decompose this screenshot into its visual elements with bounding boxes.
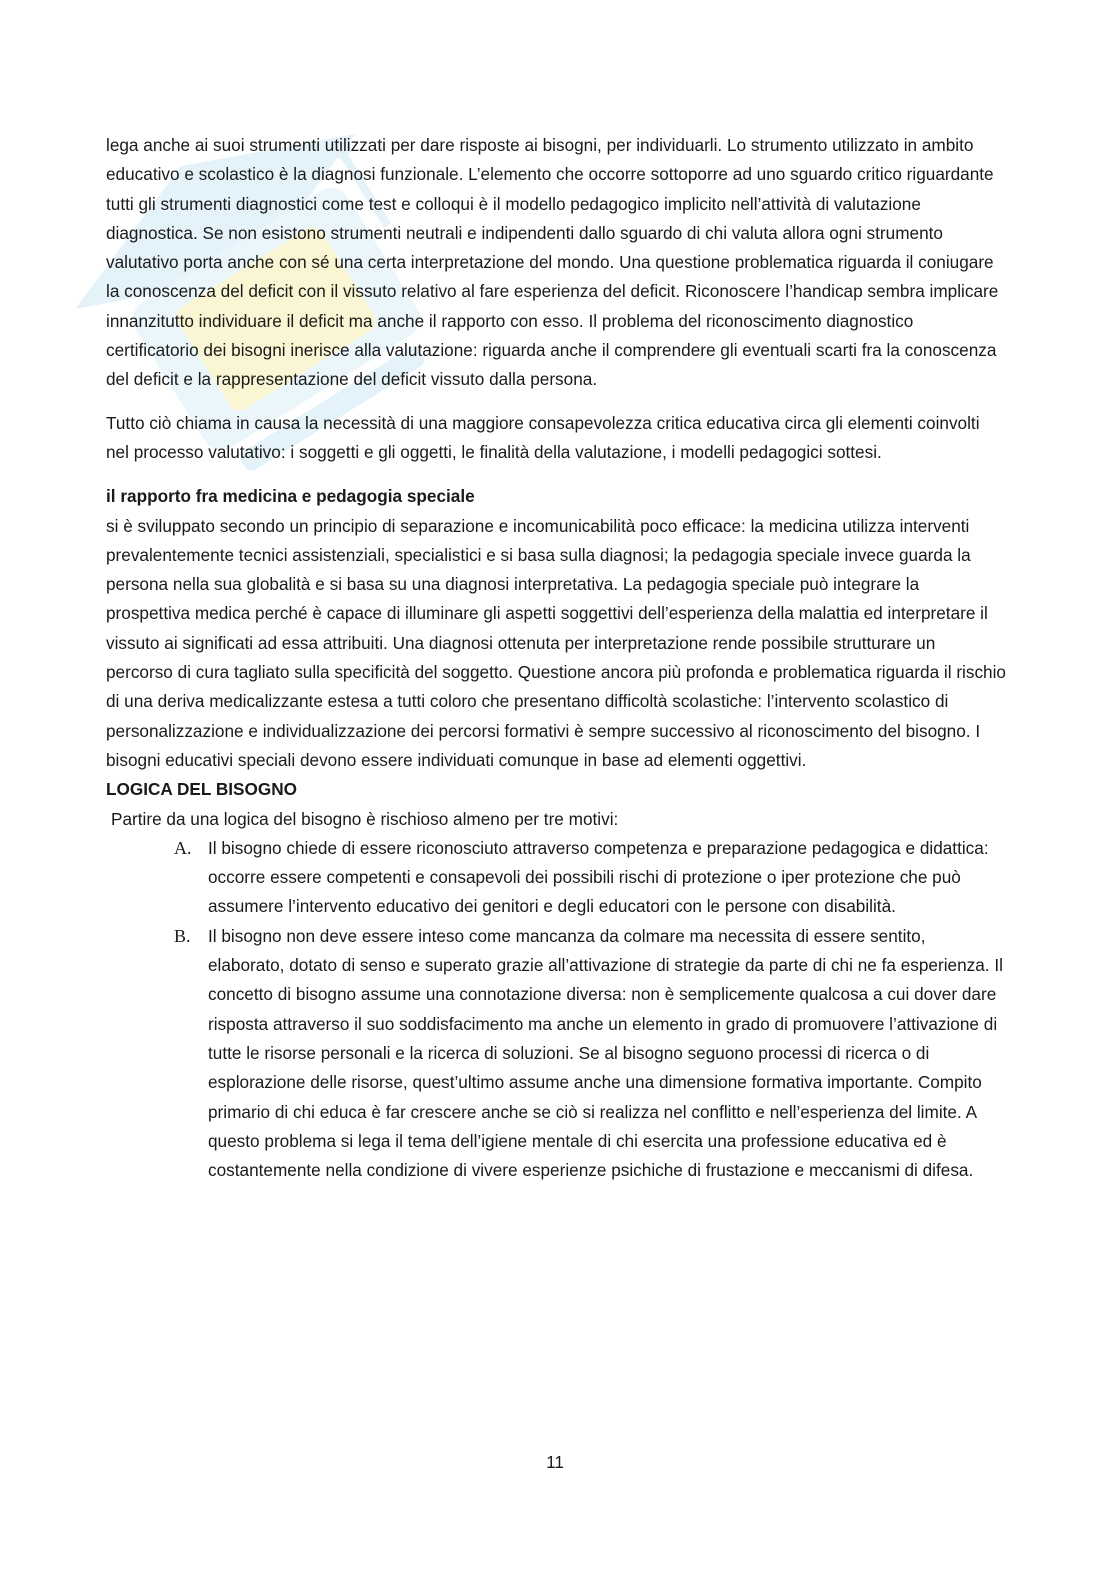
section-logica-bisogno <box>106 775 1006 1185</box>
section-heading-logica-bisogno: LOGICA DEL BISOGNO <box>106 779 297 800</box>
page-number: 11 <box>546 1452 564 1472</box>
list-item <box>106 922 1006 1186</box>
paragraph-consapevolezza: Tutto ciò chiama in causa la necessità di una maggiore consapevolezza critica educativa circa gli elementi coinvolti nel processo valutativo: i soggetti e gli oggetti, le finalità della valutazione, i modelli pedagogici sottesi. <box>106 412 980 462</box>
document-body <box>106 131 1006 1185</box>
paragraph-diagnosi: lega anche ai suoi strumenti utilizzati per dare risposte ai bisogni, per individuarli. Lo strumento utilizzato in ambito educativo e scolastico è la diagnosi funzionale. L’elemento che occorre sottoporre ad uno sguardo critico riguardante tutti gli strumenti diagnostici come test e colloqui è il modello pedagogico implicito nell’attività di valutazione diagnostica. Se non esistono strumenti neutrali e indipendenti dallo sguardo di chi valuta allora ogni strumento valutativo porta anche con sé una certa interpretazione del mondo. Una questione problematica riguarda il coniugare la conoscenza del deficit con il vissuto relativo al fare esperienza del deficit. Riconoscere l’handicap sembra implicare innanzitutto individuare il deficit ma anche il rapporto con esso. Il problema del riconoscimento diagnostico certificatorio dei bisogni inerisce alla valutazione: riguarda anche il comprendere gli eventuali scarti fra la conoscenza del deficit e la rappresentazione del deficit vissuto dalla persona. <box>106 135 999 390</box>
reasons-list <box>106 834 1006 1186</box>
list-item <box>106 834 1006 922</box>
section-intro-logica-bisogno: Partire da una logica del bisogno è rischioso almeno per tre motivi: <box>111 808 619 829</box>
list-item-text: Il bisogno chiede di essere riconosciuto attraverso competenza e preparazione pedagogica e didattica: occorre essere competenti e consapevoli dei possibili rischi di protezione o iper protezione che può assumere l’intervento educativo dei genitori e degli educatori con le persone con disabilità. <box>208 837 989 917</box>
list-marker: B. <box>174 925 191 946</box>
list-item-text: Il bisogno non deve essere inteso come mancanza da colmare ma necessita di essere sentito, elaborato, dotato di senso e superato grazie all’attivazione di strategie da parte di chi ne fa esperienza. Il concetto di bisogno assume una connotazione diversa: non è semplicemente qualcosa a cui dover dare risposta attraverso il suo soddisfacimento ma anche un elemento in grado di promuovere l’attivazione di tutte le risorse personali e la ricerca di soluzioni. Se al bisogno seguono processi di ricerca o di esplorazione delle risorse, quest’ultimo assume anche una dimensione formativa importante. Compito primario di chi educa è far crescere anche se ciò si realizza nel conflitto e nell’esperienza del limite. A questo problema si lega il tema dell’igiene mentale di chi esercita una professione educativa ed è costantemente nella condizione di vivere esperienze psichiche di frustazione e meccanismi di difesa. <box>208 925 1003 1181</box>
section-medicina-pedagogia <box>106 482 1006 775</box>
section-body-medicina-pedagogia: si è sviluppato secondo un principio di separazione e incomunicabilità poco efficace: la medicina utilizza interventi prevalentemente tecnici assistenziali, specialistici e si basa sulla diagnosi; la pedagogia speciale invece guarda la persona nella sua globalità e si basa su una diagnosi interpretativa. La pedagogia speciale può integrare la prospettiva medica perché è capace di illuminare gli aspetti soggettivi dell’esperienza della malattia ed interpretare il vissuto ai significati ad essa attribuiti. Una diagnosi ottenuta per interpretazione rende possibile strutturare un percorso di cura tagliato sulla specificità del soggetto. Questione ancora più profonda e problematica riguarda il rischio di una deriva medicalizzante estesa a tutti coloro che presentano difficoltà scolastiche: l’intervento scolastico di personalizzazione e individualizzazione dei percorsi formativi è sempre successivo al riconoscimento del bisogno. I bisogni educativi speciali devono essere individuati comunque in base ad elementi oggettivi. <box>106 515 1006 770</box>
section-heading-medicina-pedagogia: il rapporto fra medicina e pedagogia speciale <box>106 486 475 507</box>
list-marker: A. <box>174 837 192 858</box>
